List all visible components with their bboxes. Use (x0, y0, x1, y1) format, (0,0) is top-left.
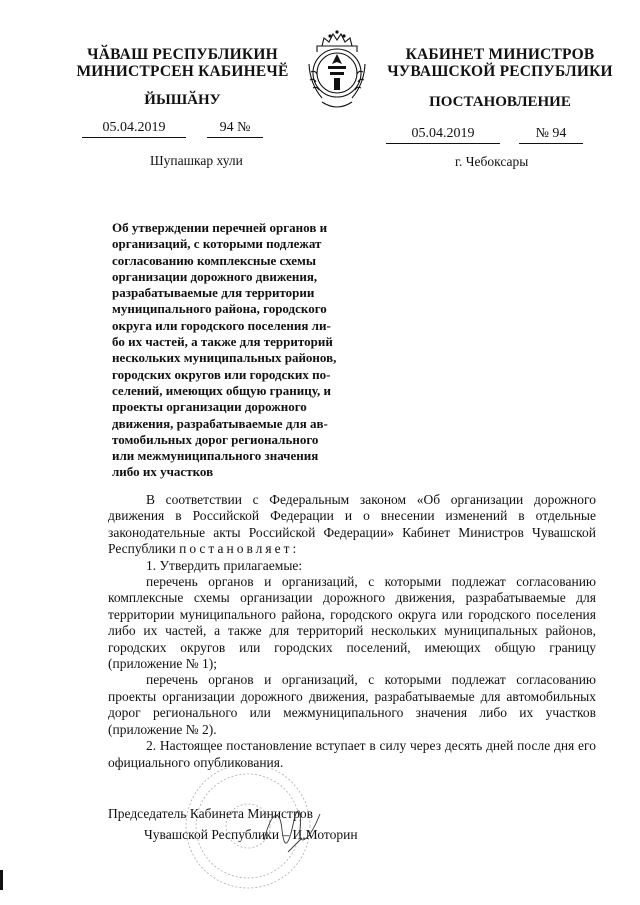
scan-edge-mark (0, 870, 3, 890)
title-line: разрабатываемые для территории (112, 285, 315, 301)
title-line: проекты организации дорожного (112, 399, 307, 415)
title-line: движения, разрабатываемые для ав- (112, 415, 328, 431)
title-line: округа или городского поселения ли- (112, 317, 331, 333)
title-line: городских округов или городских по- (112, 366, 331, 382)
preamble-decree-word: постановляет: (179, 541, 300, 557)
left-number: 94 № (207, 120, 263, 138)
header-left-line2: МИНИСТРСЕН КАБИНЕЧӖ (76, 63, 289, 80)
document-body (108, 492, 596, 771)
doc-type-left: ЙЫШӐНУ (144, 92, 221, 108)
title-line: нескольких муниципальных районов, (112, 350, 337, 366)
body-paragraph-preamble (108, 492, 596, 558)
right-number: № 94 (519, 126, 583, 144)
document-title (112, 220, 356, 481)
header-right (380, 46, 620, 80)
header-right-line1: КАБИНЕТ МИНИСТРОВ (405, 46, 595, 63)
header-left (70, 46, 295, 80)
title-line: бо их частей, а также для территорий (112, 334, 333, 350)
right-place: г. Чебоксары (455, 154, 529, 169)
left-dateline (82, 120, 263, 138)
title-line: селений, имеющих общую границу, и (112, 382, 331, 398)
preamble-text: В соответствии с Федеральным законом «Об организации дорожного движения в Российской Федерации и о внесении изменений в отдельные законодательные акты Российской Федерации» Кабинет Министров Чувашской Республики (108, 492, 596, 557)
handwritten-signature (258, 800, 328, 860)
title-line: организаций, с которыми подлежат (112, 236, 322, 252)
title-line: либо их участков (112, 464, 214, 480)
body-paragraph-item1: 1. Утвердить прилагаемые: (146, 557, 303, 573)
title-line: Об утверждении перечней органов и (112, 220, 328, 235)
signature-line1: Председатель Кабинета Министров (108, 806, 313, 821)
signature-line2: Чувашской Республики – И.Моторин (144, 827, 358, 842)
title-line: согласованию комплексные схемы (112, 252, 317, 268)
body-paragraph-list2: перечень органов и организаций, с которыми подлежат согласованию проекты организации дорожного движения, разрабатываемые для автомобильных дорог регионального или межмуниципального значения либо их участков (приложение № 2). (108, 672, 596, 737)
left-date: 05.04.2019 (82, 120, 186, 138)
title-line: томобильных дорог регионального (112, 431, 319, 447)
doc-type-right: ПОСТАНОВЛЕНИЕ (429, 94, 571, 110)
header-right-line2: ЧУВАШСКОЙ РЕСПУБЛИКИ (387, 63, 613, 80)
emblem-icon (304, 24, 370, 116)
right-date: 05.04.2019 (386, 126, 500, 144)
header-left-line1: ЧӐВАШ РЕСПУБЛИКИН (87, 46, 278, 63)
body-paragraph-item2: 2. Настоящее постановление вступает в силу через десять дней после дня его официального опубликования. (108, 738, 596, 770)
title-line: муниципального района, городского (112, 301, 327, 317)
right-dateline (386, 126, 583, 144)
title-line: или межмуниципального значения (112, 448, 319, 464)
title-line: организации дорожного движения, (112, 268, 318, 284)
body-paragraph-list1: перечень органов и организаций, с которыми подлежат согласованию комплексные схемы организации дорожного движения, разрабатываемые для территории муниципального района, городского округа или городского поселения либо их частей, а также для территорий нескольких муниципальных районов, городских округов или городских поселений, имеющих общую границу (приложение № 1); (108, 574, 596, 672)
left-place: Шупашкар хули (150, 153, 243, 168)
